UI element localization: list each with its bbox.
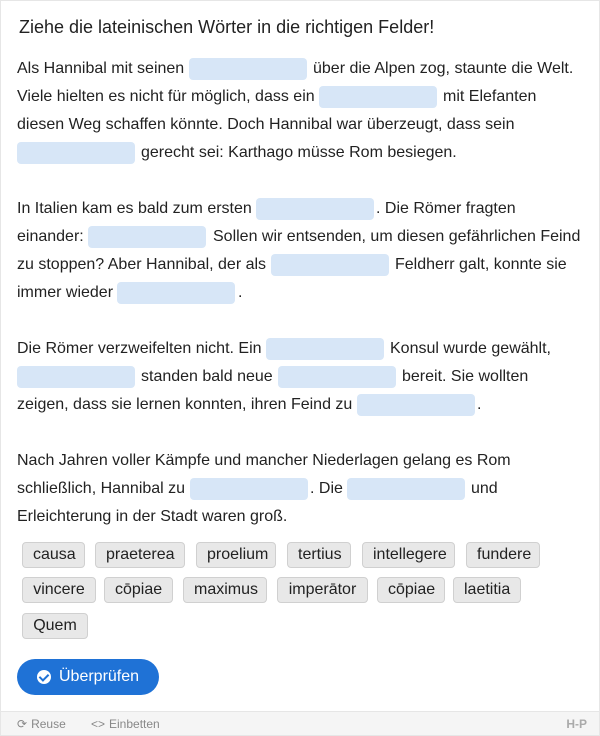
text: . Die bbox=[310, 480, 343, 497]
word-chip[interactable]: proelium bbox=[196, 542, 276, 568]
text: Nach Jahren voller Kämpfe und mancher Niederlagen gelang es Rom bbox=[17, 452, 511, 469]
drop-zone[interactable] bbox=[190, 478, 308, 500]
text: standen bald neue bbox=[141, 368, 273, 385]
check-button[interactable] bbox=[17, 659, 159, 695]
text: schließlich, Hannibal zu bbox=[17, 480, 186, 497]
word-chip[interactable]: imperātor bbox=[277, 577, 368, 603]
drop-zone[interactable] bbox=[266, 338, 384, 360]
embed-label: Einbetten bbox=[109, 717, 160, 731]
word-chip[interactable]: cōpiae bbox=[377, 577, 445, 603]
text: Feldherr galt, konnte sie bbox=[395, 256, 567, 273]
drop-zone[interactable] bbox=[319, 86, 437, 108]
text: immer wieder bbox=[17, 284, 114, 301]
text: Erleichterung in der Stadt waren groß. bbox=[17, 508, 288, 525]
reuse-link[interactable] bbox=[17, 717, 66, 731]
word-chip[interactable]: praeterea bbox=[95, 542, 185, 568]
word-chip[interactable]: vincere bbox=[22, 577, 96, 603]
text: zeigen, dass sie lernen konnten, ihren Feind zu bbox=[17, 396, 353, 413]
text: diesen Weg schaffen könnte. Doch Hannibal war überzeugt, dass sein bbox=[17, 116, 515, 133]
text: Sollen wir entsenden, um diesen gefährlichen Feind bbox=[213, 228, 581, 245]
task-title: Ziehe die lateinischen Wörter in die richtigen Felder! bbox=[19, 17, 435, 37]
text: Die Römer verzweifelten nicht. Ein bbox=[17, 340, 262, 357]
drop-zone[interactable] bbox=[17, 366, 135, 388]
drop-zone[interactable] bbox=[357, 394, 475, 416]
check-circle-icon bbox=[37, 670, 51, 684]
paragraph-2 bbox=[17, 195, 587, 307]
reuse-icon: ⟳ bbox=[17, 717, 28, 731]
word-chip[interactable]: fundere bbox=[466, 542, 540, 568]
text: bereit. Sie wollten bbox=[402, 368, 529, 385]
word-chip[interactable]: causa bbox=[22, 542, 85, 568]
embed-link[interactable] bbox=[91, 717, 160, 731]
word-chip[interactable]: laetitia bbox=[453, 577, 521, 603]
code-icon: <> bbox=[91, 717, 106, 731]
paragraph-4 bbox=[17, 447, 587, 531]
word-chip[interactable]: Quem bbox=[22, 613, 88, 639]
word-chip[interactable]: cōpiae bbox=[104, 577, 173, 603]
paragraph-3 bbox=[17, 335, 587, 419]
reuse-label: Reuse bbox=[31, 717, 66, 731]
text: einander: bbox=[17, 228, 84, 245]
text: Viele hielten es nicht für möglich, dass ein bbox=[17, 88, 315, 105]
drop-zone[interactable] bbox=[278, 366, 396, 388]
text: . bbox=[477, 396, 482, 413]
text: mit Elefanten bbox=[443, 88, 537, 105]
drop-zone[interactable] bbox=[117, 282, 235, 304]
text: gerecht sei: Karthago müsse Rom besiegen. bbox=[141, 144, 457, 161]
word-chip[interactable]: maximus bbox=[183, 577, 267, 603]
drop-zone[interactable] bbox=[256, 198, 374, 220]
text: und bbox=[471, 480, 498, 497]
text: . bbox=[238, 284, 243, 301]
word-chip[interactable]: tertius bbox=[287, 542, 351, 568]
text: Konsul wurde gewählt, bbox=[390, 340, 551, 357]
check-button-label: Überprüfen bbox=[59, 668, 140, 685]
text: Als Hannibal mit seinen bbox=[17, 60, 185, 77]
drop-zone[interactable] bbox=[189, 58, 307, 80]
text: . Die Römer fragten bbox=[376, 200, 516, 217]
drop-zone[interactable] bbox=[347, 478, 465, 500]
text: zu stoppen? Aber Hannibal, der als bbox=[17, 256, 267, 273]
drop-zone[interactable] bbox=[271, 254, 389, 276]
drop-zone[interactable] bbox=[88, 226, 206, 248]
text: In Italien kam es bald zum ersten bbox=[17, 200, 252, 217]
h5p-logo[interactable]: H-P bbox=[566, 717, 587, 731]
word-chip[interactable]: intellegere bbox=[362, 542, 455, 568]
text: über die Alpen zog, staunte die Welt. bbox=[313, 60, 574, 77]
paragraph-1 bbox=[17, 55, 587, 167]
footer-bar bbox=[1, 711, 599, 735]
drop-zone[interactable] bbox=[17, 142, 135, 164]
